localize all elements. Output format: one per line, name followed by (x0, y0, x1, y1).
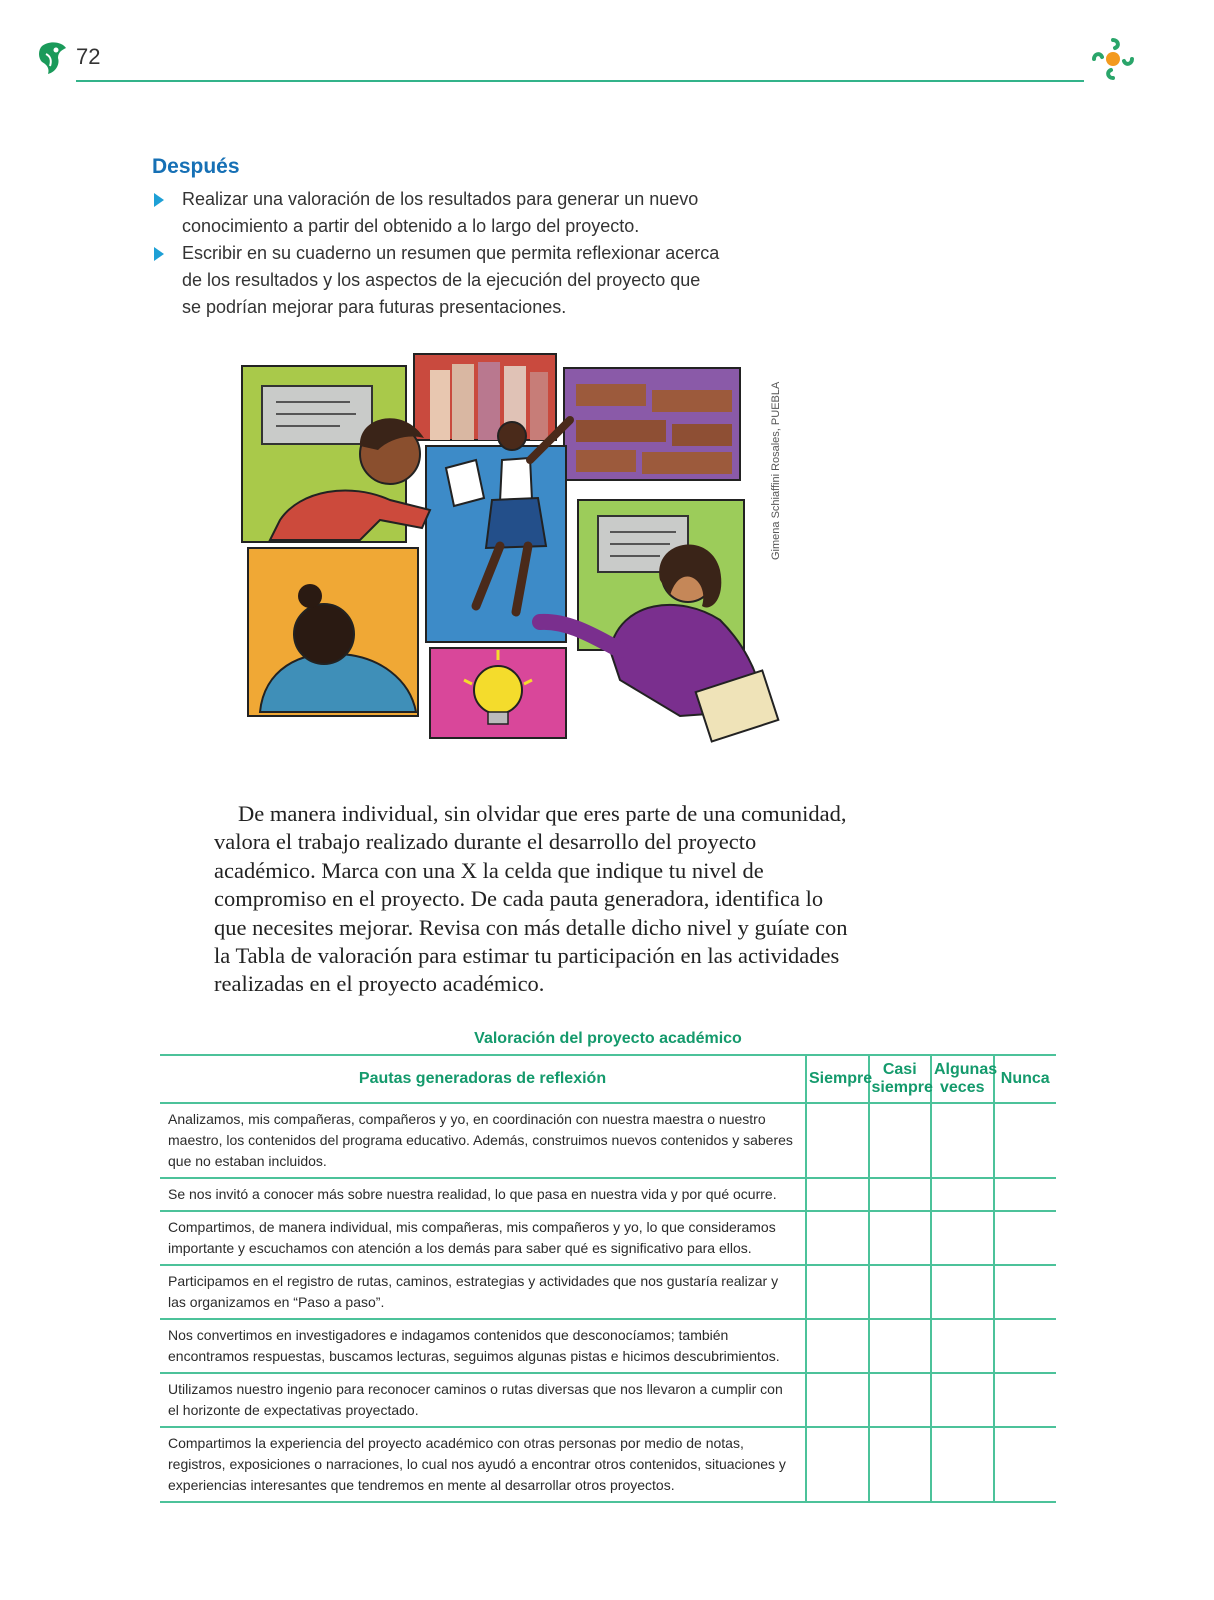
table-row (160, 1373, 1056, 1427)
bullet-item (152, 186, 722, 240)
cell-algunas-veces[interactable] (931, 1319, 994, 1373)
students-collage-illustration (240, 350, 820, 770)
page-number: 72 (76, 44, 101, 69)
cell-siempre[interactable] (806, 1211, 869, 1265)
green-leaf-emblem-icon (36, 38, 70, 76)
header-casi-siempre-line2: siempre (871, 1079, 933, 1096)
row-statement: Nos convertimos en investigadores e indagamos contenidos que desconocíamos; también encontramos respuestas, buscamos lecturas, seguimos algunas pistas e hicimos descubrimientos. (160, 1319, 806, 1373)
table-row (160, 1265, 1056, 1319)
cell-nunca[interactable] (994, 1319, 1057, 1373)
cell-nunca[interactable] (994, 1211, 1057, 1265)
cell-nunca[interactable] (994, 1103, 1057, 1178)
cell-algunas-veces[interactable] (931, 1211, 994, 1265)
row-statement: Analizamos, mis compañeras, compañeros y yo, en coordinación con nuestra maestra o nuestro maestro, los contenidos del programa educativo. Además, construimos nuevos contenidos y saberes que no estaban incluidos. (160, 1103, 806, 1178)
header-algunas-veces (931, 1055, 998, 1103)
header-algunas-veces-line2: veces (940, 1079, 985, 1096)
bullet-text: Escribir en su cuaderno un resumen que permita reflexionar acerca de los resultados y los aspectos de la ejecución del proyecto que se podrían mejorar para futuras presentaciones. (182, 243, 720, 317)
cell-algunas-veces[interactable] (931, 1103, 994, 1178)
header-algunas-veces-line1: Algunas (934, 1061, 998, 1078)
section-title: Después (152, 155, 240, 178)
cell-algunas-veces[interactable] (931, 1373, 994, 1427)
cell-algunas-veces[interactable] (931, 1427, 994, 1502)
cell-casi-siempre[interactable] (869, 1103, 932, 1178)
cell-algunas-veces[interactable] (931, 1178, 994, 1211)
cell-casi-siempre[interactable] (869, 1319, 932, 1373)
triangle-bullet-icon (154, 193, 164, 207)
cell-nunca[interactable] (994, 1178, 1057, 1211)
header-rule (76, 80, 1084, 82)
cell-casi-siempre[interactable] (869, 1427, 932, 1502)
cell-casi-siempre[interactable] (869, 1265, 932, 1319)
cell-siempre[interactable] (806, 1265, 869, 1319)
table-title: Valoración del proyecto académico (474, 1030, 742, 1047)
header-casi-siempre-line1: Casi (882, 1061, 917, 1078)
evaluation-table (160, 1054, 1056, 1503)
row-statement: Utilizamos nuestro ingenio para reconocer caminos o rutas diversas que nos llevaron a cumplir con el horizonte de expectativas proyectado. (160, 1373, 806, 1427)
cell-nunca[interactable] (994, 1265, 1057, 1319)
row-statement: Compartimos, de manera individual, mis compañeras, mis compañeros y yo, lo que consideramos importante y escuchamos con atención a los demás para saber qué es significativo para ellos. (160, 1211, 806, 1265)
illustration-credit: Gimena Schiaffini Rosales, PUEBLA (770, 381, 782, 560)
instructions-paragraph: De manera individual, sin olvidar que eres parte de una comunidad, valora el trabajo realizado durante el desarrollo del proyecto académico. Marca con una X la celda que indique tu nivel de compromiso en el proyecto. De cada pauta generadora, identifica lo que necesites mejorar. Revisa con más detalle dicho nivel y guíate con la Tabla de valoración para estimar tu participación en las actividades realizadas en el proyecto académico. (214, 801, 848, 997)
cell-casi-siempre[interactable] (869, 1211, 932, 1265)
header-casi-siempre (869, 1055, 932, 1103)
table-row (160, 1427, 1056, 1502)
cell-algunas-veces[interactable] (931, 1265, 994, 1319)
cell-nunca[interactable] (994, 1427, 1057, 1502)
row-statement: Compartimos la experiencia del proyecto académico con otras personas por medio de notas, registros, exposiciones o narraciones, lo cual nos ayudó a encontrar otros contenidos, situaciones y experiencias interesantes que tendremos en mente al desarrollar otros proyectos. (160, 1427, 806, 1502)
table-row (160, 1178, 1056, 1211)
bullet-list (152, 186, 722, 321)
header-pautas: Pautas generadoras de reflexión (160, 1055, 806, 1103)
cell-casi-siempre[interactable] (869, 1178, 932, 1211)
cell-casi-siempre[interactable] (869, 1373, 932, 1427)
row-statement: Se nos invitó a conocer más sobre nuestra realidad, lo que pasa en nuestra vida y por qué ocurre. (160, 1178, 806, 1211)
table-row (160, 1211, 1056, 1265)
cell-nunca[interactable] (994, 1373, 1057, 1427)
orange-flower-icon (1088, 34, 1138, 84)
cell-siempre[interactable] (806, 1103, 869, 1178)
bullet-text: Realizar una valoración de los resultados para generar un nuevo conocimiento a partir del obtenido a lo largo del proyecto. (182, 189, 699, 236)
cell-siempre[interactable] (806, 1178, 869, 1211)
cell-siempre[interactable] (806, 1427, 869, 1502)
table-row (160, 1319, 1056, 1373)
triangle-bullet-icon (154, 247, 164, 261)
row-statement: Participamos en el registro de rutas, caminos, estrategias y actividades que nos gustaría realizar y las organizamos en “Paso a paso”. (160, 1265, 806, 1319)
table-row (160, 1103, 1056, 1178)
cell-siempre[interactable] (806, 1319, 869, 1373)
bullet-item (152, 240, 722, 321)
header-nunca: Nunca (994, 1055, 1057, 1103)
table-header-row (160, 1055, 1056, 1103)
cell-siempre[interactable] (806, 1373, 869, 1427)
header-siempre: Siempre (806, 1055, 869, 1103)
